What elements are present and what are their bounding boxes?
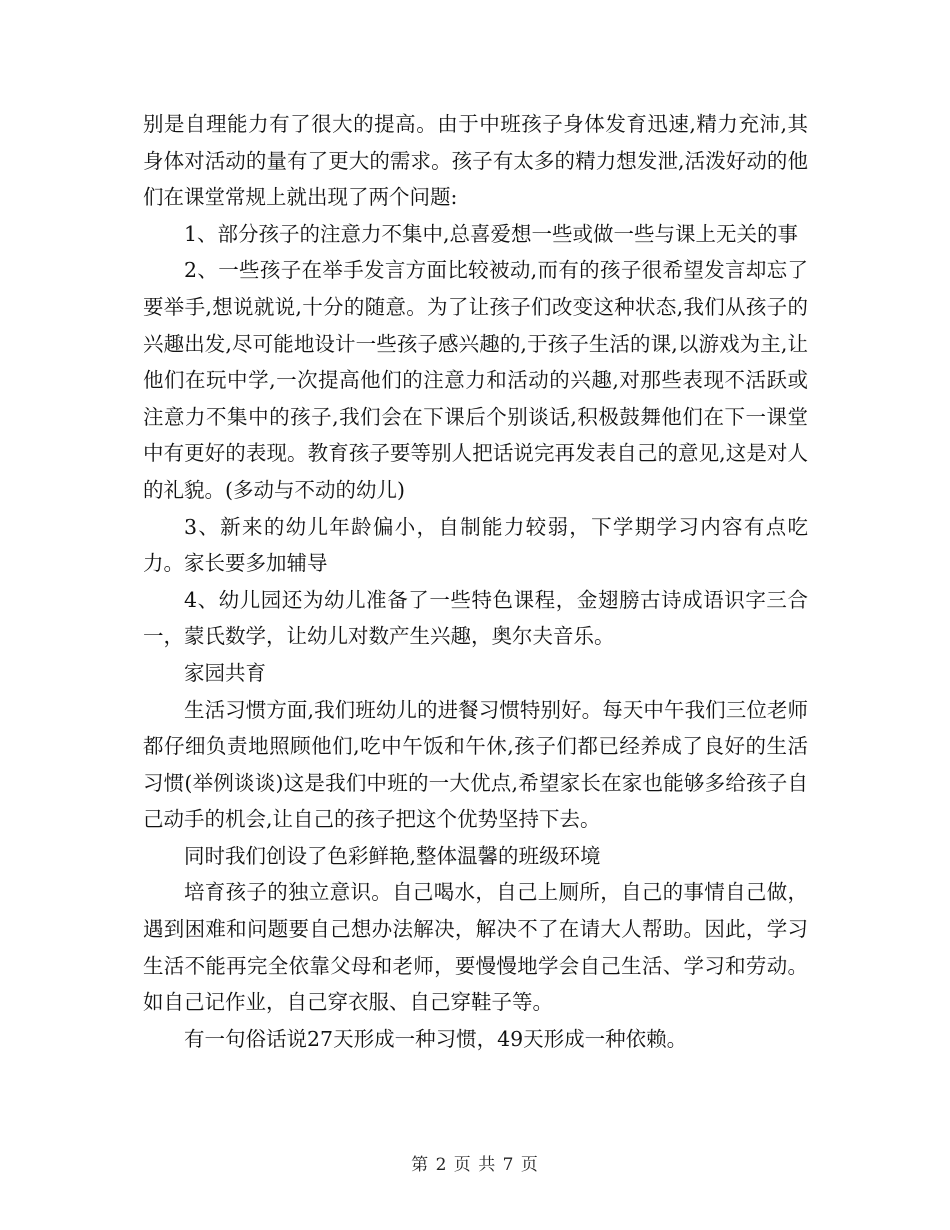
section-heading-home-school: 家园共育 <box>184 660 266 685</box>
paragraph-continuation: 别是自理能力有了很大的提高。由于中班孩子身体发育迅速,精力充沛,其身体对活动的量有了更大的需求。孩子有太多的精力想发泄,活泼好动的他们在课堂常规上就出现了两个问题: <box>143 112 808 210</box>
paragraph-item-2: 2、一些孩子在举手发言方面比较被动,而有的孩子很希望发言却忘了要举手,想说就说,十分的随意。为了让孩子们改变这种状态,我们从孩子的兴趣出发,尽可能地设计一些孩子感兴趣的,于孩子生活的课,以游戏为主,让他们在玩中学,一次提高他们的注意力和活动的兴趣,对那些表现不活跃或注意力不集中的孩子,我们会在下课后个别谈话,积极鼓舞他们在下一课堂中有更好的表现。教育孩子要等别人把话说完再发表自己的意见,这是对人的礼貌。(多动与不动的幼儿) <box>143 258 808 502</box>
document-body <box>143 106 808 1057</box>
page-number-footer: 第 2 页 共 7 页 <box>411 1155 539 1175</box>
paragraph-living-habits: 生活习惯方面,我们班幼儿的进餐习惯特别好。每天中午我们三位老师都仔细负责地照顾他们,吃中午饭和午休,孩子们都已经养成了良好的生活习惯(举例谈谈)这是我们中班的一大优点,希望家长在家也能够多给孩子自己动手的机会,让自己的孩子把这个优势坚持下去。 <box>143 697 808 832</box>
paragraph-saying: 有一句俗话说27天形成一种习惯，49天形成一种依赖。 <box>184 1026 688 1051</box>
paragraph-item-1: 1、部分孩子的注意力不集中,总喜爱想一些或做一些与课上无关的事 <box>184 221 799 246</box>
paragraph-independence: 培育孩子的独立意识。自己喝水，自己上厕所，自己的事情自己做，遇到困难和问题要自己想办法解决，解决不了在请大人帮助。因此，学习生活不能再完全依靠父母和老师，要慢慢地学会自己生活、学习和劳动。如自己记作业，自己穿衣服、自己穿鞋子等。 <box>143 880 808 1015</box>
paragraph-item-4: 4、幼儿园还为幼儿准备了一些特色课程，金翅膀古诗成语识字三合一，蒙氏数学，让幼儿对数产生兴趣，奥尔夫音乐。 <box>143 587 808 649</box>
paragraph-class-environment: 同时我们创设了色彩鲜艳,整体温馨的班级环境 <box>184 843 601 868</box>
paragraph-item-3: 3、新来的幼儿年龄偏小，自制能力较弱，下学期学习内容有点吃力。家长要多加辅导 <box>143 514 808 576</box>
